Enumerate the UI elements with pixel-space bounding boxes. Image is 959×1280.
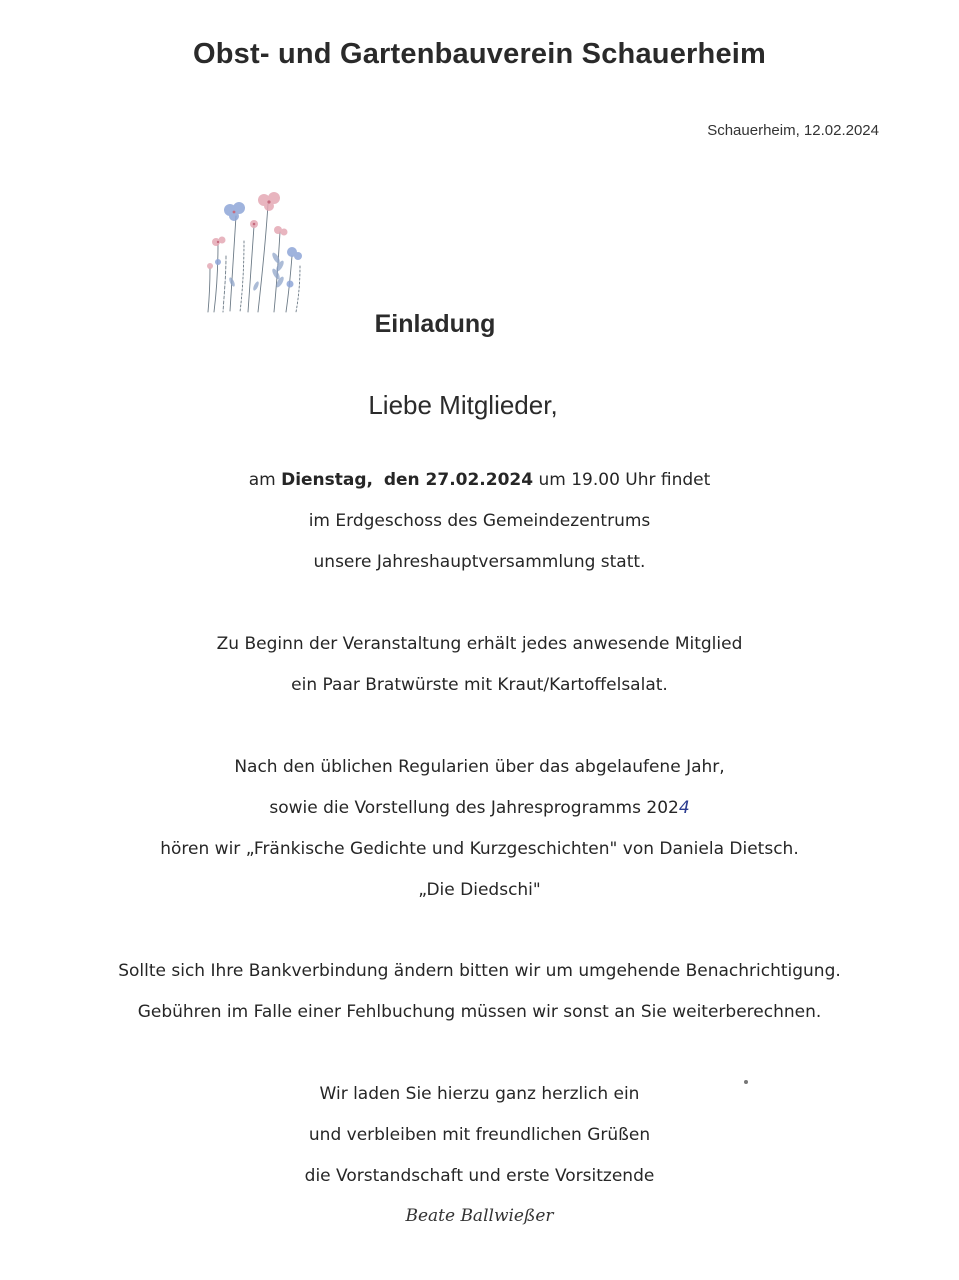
paragraph3-line2 — [0, 798, 959, 818]
paragraph3-line1: Nach den üblichen Regularien über das abgelaufene Jahr, — [234, 757, 725, 777]
greeting: Liebe Mitglieder, — [368, 390, 558, 420]
paragraph3-line3: hören wir „Fränkische Gedichte und Kurzgeschichten" von Daniela Dietsch. — [160, 839, 799, 859]
paragraph4-line2: Gebühren im Falle einer Fehlbuchung müssen wir sonst an Sie weiterberechnen. — [137, 1002, 822, 1022]
scan-speck — [744, 1080, 748, 1084]
wildflowers-illustration-icon — [196, 186, 322, 316]
closing-line2: und verbleiben mit freundlichen Grüßen — [308, 1125, 651, 1145]
paragraph1-prefix: am — [248, 470, 282, 490]
paragraph1-line3: unsere Jahreshauptversammlung statt. — [313, 552, 646, 572]
signature: Beate Ballwießer — [405, 1206, 554, 1226]
meeting-day: Dienstag, — [281, 470, 373, 490]
closing-line3: die Vorstandschaft und erste Vorsitzende — [304, 1166, 655, 1186]
place-date: Schauerheim, 12.02.2024 — [707, 122, 879, 139]
paragraph1-line1 — [0, 470, 959, 490]
paragraph1-line2: im Erdgeschoss des Gemeindezentrums — [308, 511, 651, 531]
paragraph3-line2-text: sowie die Vorstellung des Jahresprogramms 202 — [269, 798, 679, 818]
paragraph2-line1: Zu Beginn der Veranstaltung erhält jedes anwesende Mitglied — [216, 634, 743, 654]
paragraph2-line2: ein Paar Bratwürste mit Kraut/Kartoffelsalat. — [291, 675, 668, 695]
heading-einladung: Einladung — [374, 310, 496, 338]
paragraph1-suffix: um 19.00 Uhr findet — [533, 470, 711, 490]
handwritten-year-digit: 4 — [678, 798, 690, 818]
meeting-date: den 27.02.2024 — [383, 470, 534, 490]
paragraph4-line1: Sollte sich Ihre Bankverbindung ändern bitten wir um umgehende Benachrichtigung. — [118, 961, 841, 981]
page-title: Obst- und Gartenbauverein Schauerheim — [192, 38, 767, 70]
closing-line1: Wir laden Sie hierzu ganz herzlich ein — [319, 1084, 640, 1104]
paragraph3-line4: „Die Diedschi" — [418, 880, 541, 900]
